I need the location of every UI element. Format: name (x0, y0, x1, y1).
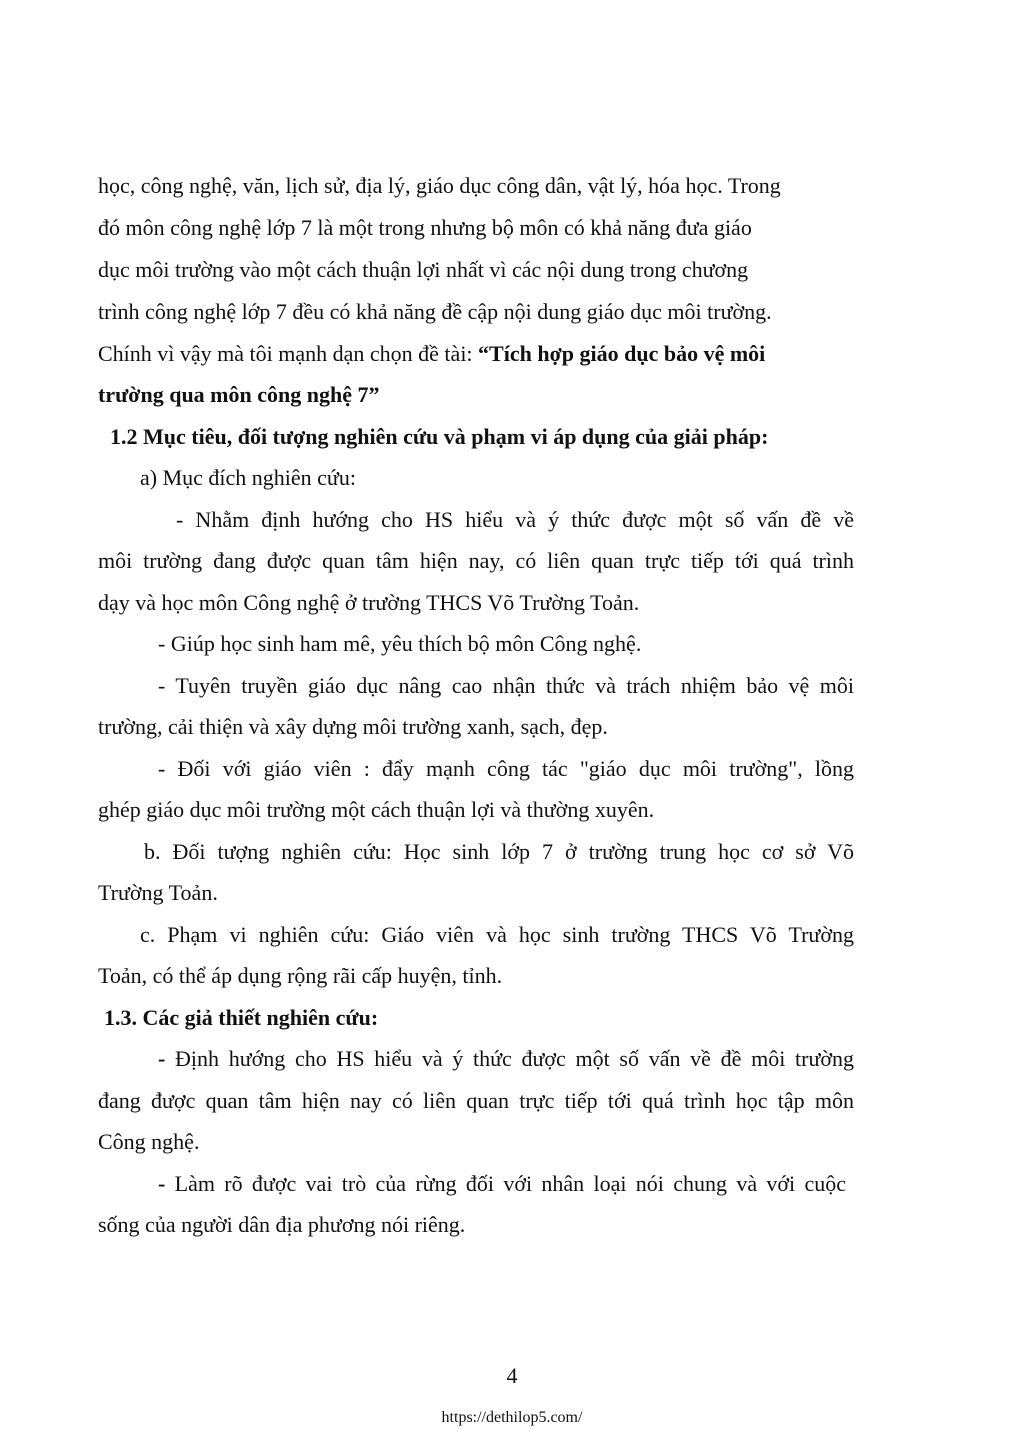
hypothesis-2-dash: - (158, 1171, 166, 1196)
hypothesis-1-text: Định hướng cho HS hiểu và ý thức được một số vấn về đề môi trường (165, 1046, 854, 1071)
a-item-1-line-2: môi trường đang được quan tâm hiện nay, có liên quan trực tiếp tới quá trình (98, 548, 854, 573)
hypothesis-2-text: Làm rõ được vai trò của rừng đối với nhân loại nói chung và với cuộc (165, 1171, 846, 1196)
section-1-3-heading: 1.3. Các giả thiết nghiên cứu: (104, 1005, 379, 1030)
hypothesis-2-line-1 (158, 1170, 846, 1198)
page-number: 4 (506, 1363, 518, 1388)
section-b-line-2: Trường Toản. (98, 880, 218, 905)
a-item-3-line-1: - Tuyên truyền giáo dục nâng cao nhận thức và trách nhiệm bảo vệ môi (158, 673, 854, 698)
hypothesis-2-line-2: sống của người dân địa phương nói riêng. (98, 1212, 466, 1237)
section-a-label: a) Mục đích nghiên cứu: (140, 465, 356, 490)
a-item-2: - Giúp học sinh ham mê, yêu thích bộ môn Công nghệ. (158, 631, 642, 656)
intro-line-3: dục môi trường vào một cách thuận lợi nhất vì các nội dung trong chương (98, 257, 749, 282)
a-item-4-line-2: ghép giáo dục môi trường một cách thuận lợi và thường xuyên. (98, 797, 655, 822)
hypothesis-1-line-2: đang được quan tâm hiện nay có liên quan trực tiếp tới quá trình học tập môn (98, 1088, 854, 1113)
intro-line-1: học, công nghệ, văn, lịch sử, địa lý, giáo dục công dân, vật lý, hóa học. Trong (98, 173, 781, 198)
topic-title-part-1: “Tích hợp giáo dục bảo vệ môi (478, 341, 766, 366)
a-item-3-line-2: trường, cải thiện và xây dựng môi trường xanh, sạch, đẹp. (98, 714, 608, 739)
intro-line-5 (98, 340, 765, 368)
section-b-line-1: b. Đối tượng nghiên cứu: Học sinh lớp 7 ở trường trung học cơ sở Võ (144, 839, 854, 864)
intro-line-2: đó môn công nghệ lớp 7 là một trong nhưng bộ môn có khả năng đưa giáo (98, 215, 752, 240)
intro-line-5-text: Chính vì vậy mà tôi mạnh dạn chọn đề tài: (98, 341, 479, 366)
intro-line-4: trình công nghệ lớp 7 đều có khả năng đề cập nội dung giáo dục môi trường. (98, 299, 772, 324)
section-c-line-1: c. Phạm vi nghiên cứu: Giáo viên và học sinh trường THCS Võ Trường (140, 922, 854, 947)
hypothesis-1-dash: - (158, 1046, 166, 1071)
a-item-1-line-3: dạy và học môn Công nghệ ở trường THCS Võ Trường Toản. (98, 590, 640, 615)
hypothesis-1-line-3: Công nghệ. (98, 1129, 200, 1154)
section-1-2-heading: 1.2 Mục tiêu, đối tượng nghiên cứu và phạm vi áp dụng của giải pháp: (110, 424, 769, 449)
section-c-line-2: Toản, có thể áp dụng rộng rãi cấp huyện, tỉnh. (98, 963, 503, 988)
a-item-4-line-1: - Đối với giáo viên : đẩy mạnh công tác "giáo dục môi trường", lồng (158, 756, 854, 781)
hypothesis-1-line-1 (158, 1045, 854, 1073)
a-item-1-line-1: - Nhằm định hướng cho HS hiểu và ý thức được một số vấn đề về (176, 507, 854, 532)
topic-title-part-2: trường qua môn công nghệ 7” (98, 382, 380, 407)
footer-url[interactable]: https://dethilop5.com/ (441, 1409, 583, 1426)
